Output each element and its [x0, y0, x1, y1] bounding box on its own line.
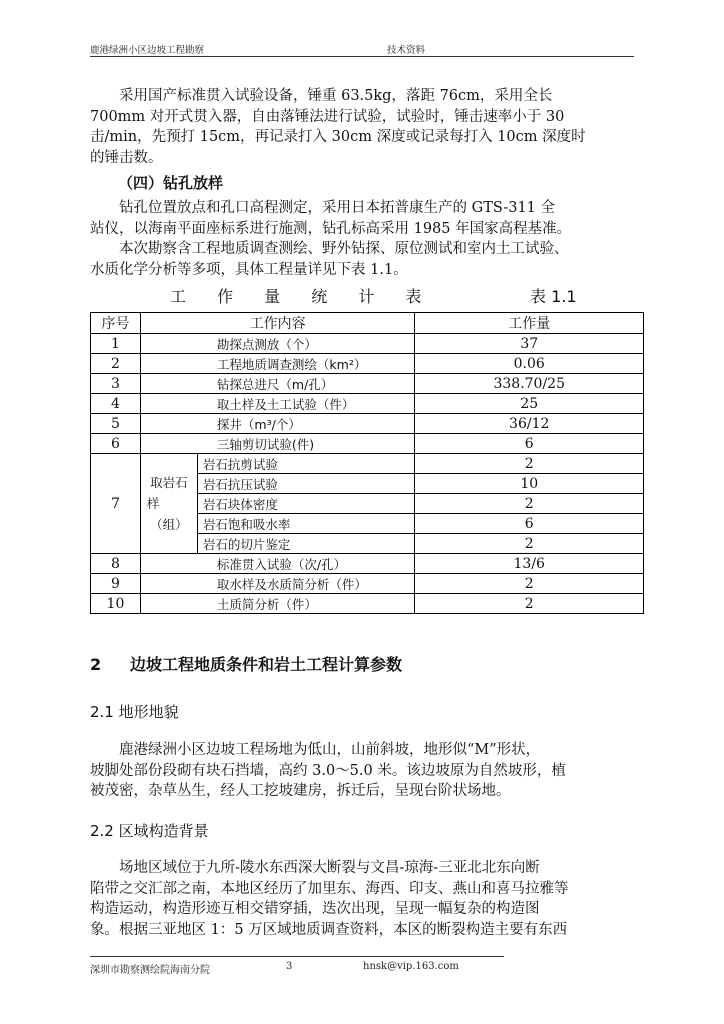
row-item: 勘探点测放（个） — [140, 334, 415, 354]
section-heading-borehole-layout: （四）钻孔放样 — [118, 174, 224, 192]
table-row — [91, 574, 644, 594]
table-row — [91, 334, 644, 354]
row-number: 9 — [91, 574, 141, 594]
table-row — [91, 374, 644, 394]
text-line: 钻孔位置放点和孔口高程测定，采用日本拓普康生产的 GTS-311 全 — [119, 200, 556, 216]
group-quantity: 10 — [415, 474, 644, 494]
row-item: 标准贯入试验（次/孔） — [140, 554, 415, 574]
row-quantity: 0.06 — [415, 354, 644, 374]
text-line: 采用国产标准贯入试验设备，锤重 63.5kg，落距 76cm，采用全长 — [119, 88, 553, 104]
group-item: 岩石抗压试验 — [197, 474, 415, 494]
row-item: 钻探总进尺（m/孔） — [140, 374, 415, 394]
row-number: 5 — [91, 414, 141, 434]
row-quantity: 338.70/25 — [415, 374, 644, 394]
text-line: 陷带之交汇部之南，本地区经历了加里东、海西、印支、燕山和喜马拉雅等 — [90, 880, 569, 897]
text-line: 场地区域位于九所-陵水东西深大断裂与文昌-琼海-三亚北北东向断 — [119, 860, 540, 876]
row-item: 取水样及水质简分析（件） — [140, 574, 415, 594]
group-quantity: 2 — [415, 494, 644, 514]
chapter-title: 边坡工程地质条件和岩土工程计算参数 — [130, 655, 403, 674]
text-line: 站仪，以海南平面座标系进行施测，钻孔标高采用 1985 年国家高程基准。 — [90, 220, 572, 237]
text-line: 坡脚处部份段砌有块石挡墙，高约 3.0～5.0 米。该边坡原为自然坡形，植 — [90, 762, 566, 779]
row-quantity: 25 — [415, 394, 644, 414]
table-row — [91, 554, 644, 574]
group-label-line: 样 — [146, 496, 160, 511]
group-item: 岩石抗剪试验 — [197, 454, 415, 474]
page-header — [90, 40, 634, 56]
row-item: 土质简分析（件） — [140, 594, 415, 614]
section-heading-landform: 2.1 地形地貌 — [90, 703, 179, 721]
footer-rule — [90, 956, 504, 957]
text-line: 水质化学分析等多项，具体工程量详见下表 1.1。 — [90, 261, 408, 278]
group-number: 7 — [91, 454, 141, 554]
group-quantity: 2 — [415, 534, 644, 554]
table-caption — [90, 284, 634, 306]
header-cell-quantity: 工作量 — [415, 313, 644, 334]
paragraph-tectonics — [90, 858, 634, 940]
text-line: 象。根据三亚地区 1：5 万区域地质调查资料，本区的断裂构造主要有东西 — [90, 921, 568, 938]
table-title: 工 作 量 统 计 表 — [170, 287, 435, 306]
group-label-line: （组） — [150, 517, 188, 532]
group-quantity: 6 — [415, 514, 644, 534]
row-quantity: 13/6 — [415, 554, 644, 574]
row-quantity: 6 — [415, 434, 644, 454]
text-line: 击/min，先预打 15cm，再记录打入 30cm 深度或记录每打入 10cm 深度时 — [90, 129, 586, 145]
table-header-row — [91, 313, 644, 334]
row-number: 6 — [91, 434, 141, 454]
table-row — [91, 454, 644, 474]
table-number: 表 1.1 — [530, 287, 577, 306]
row-item: 取土样及土工试验（件） — [140, 394, 415, 414]
row-number: 2 — [91, 354, 141, 374]
row-item: 三轴剪切试验(件) — [140, 434, 415, 454]
table-row — [91, 354, 644, 374]
table-row — [91, 594, 644, 614]
header-project-title: 鹿港绿洲小区边坡工程勘察 — [90, 45, 205, 56]
section-heading-tectonics: 2.2 区域构造背景 — [90, 822, 209, 840]
row-quantity: 37 — [415, 334, 644, 354]
text-line: 被茂密，杂草丛生，经人工挖坡建房，拆迁后，呈现台阶状场地。 — [90, 783, 511, 799]
text-line: 的锤击数。 — [90, 149, 163, 166]
chapter-number: 2 — [90, 655, 102, 674]
table-row — [91, 434, 644, 454]
group-quantity: 2 — [415, 454, 644, 474]
header-cell-number: 序号 — [91, 313, 141, 334]
workload-table — [90, 312, 644, 614]
header-rule — [90, 56, 634, 57]
row-number: 8 — [91, 554, 141, 574]
group-item: 岩石块体密度 — [197, 494, 415, 514]
row-number: 1 — [91, 334, 141, 354]
row-quantity: 2 — [415, 594, 644, 614]
text-line: 本次勘察含工程地质调查测绘、野外钻探、原位测试和室内土工试验、 — [119, 241, 569, 257]
footer-page-number: 3 — [286, 961, 293, 972]
footer-email: hnsk@vip.163.com — [363, 961, 459, 972]
table-row — [91, 414, 644, 434]
group-item: 岩石的切片鉴定 — [197, 534, 415, 554]
footer-organization: 深圳市勘察测绘院海南分院 — [90, 965, 210, 976]
row-number: 10 — [91, 594, 141, 614]
group-item: 岩石饱和吸水率 — [197, 514, 415, 534]
text-line: 鹿港绿洲小区边坡工程场地为低山，山前斜坡，地形似“M”形状， — [119, 742, 541, 758]
row-quantity: 2 — [415, 574, 644, 594]
chapter-heading — [90, 652, 402, 675]
row-number: 3 — [91, 374, 141, 394]
header-doc-type: 技术资料 — [387, 45, 426, 56]
header-cell-content: 工作内容 — [140, 313, 415, 334]
row-quantity: 36/12 — [415, 414, 644, 434]
table-row — [91, 394, 644, 414]
row-item: 工程地质调查测绘（km²） — [140, 354, 415, 374]
text-line: 700mm 对开式贯入器，自由落锤法进行试验，试验时，锤击速率小于 30 — [90, 108, 565, 125]
row-number: 4 — [91, 394, 141, 414]
paragraph-borehole-layout — [90, 198, 634, 280]
paragraph-spt-method — [90, 86, 634, 168]
text-line: 构造运动，构造形迹互相交错穿插，迭次出现，呈现一幅复杂的构造图 — [90, 901, 540, 917]
row-item: 探井（m³/个） — [140, 414, 415, 434]
group-label — [140, 454, 197, 554]
paragraph-landform — [90, 740, 634, 802]
group-label-line: 取岩石 — [150, 475, 188, 490]
